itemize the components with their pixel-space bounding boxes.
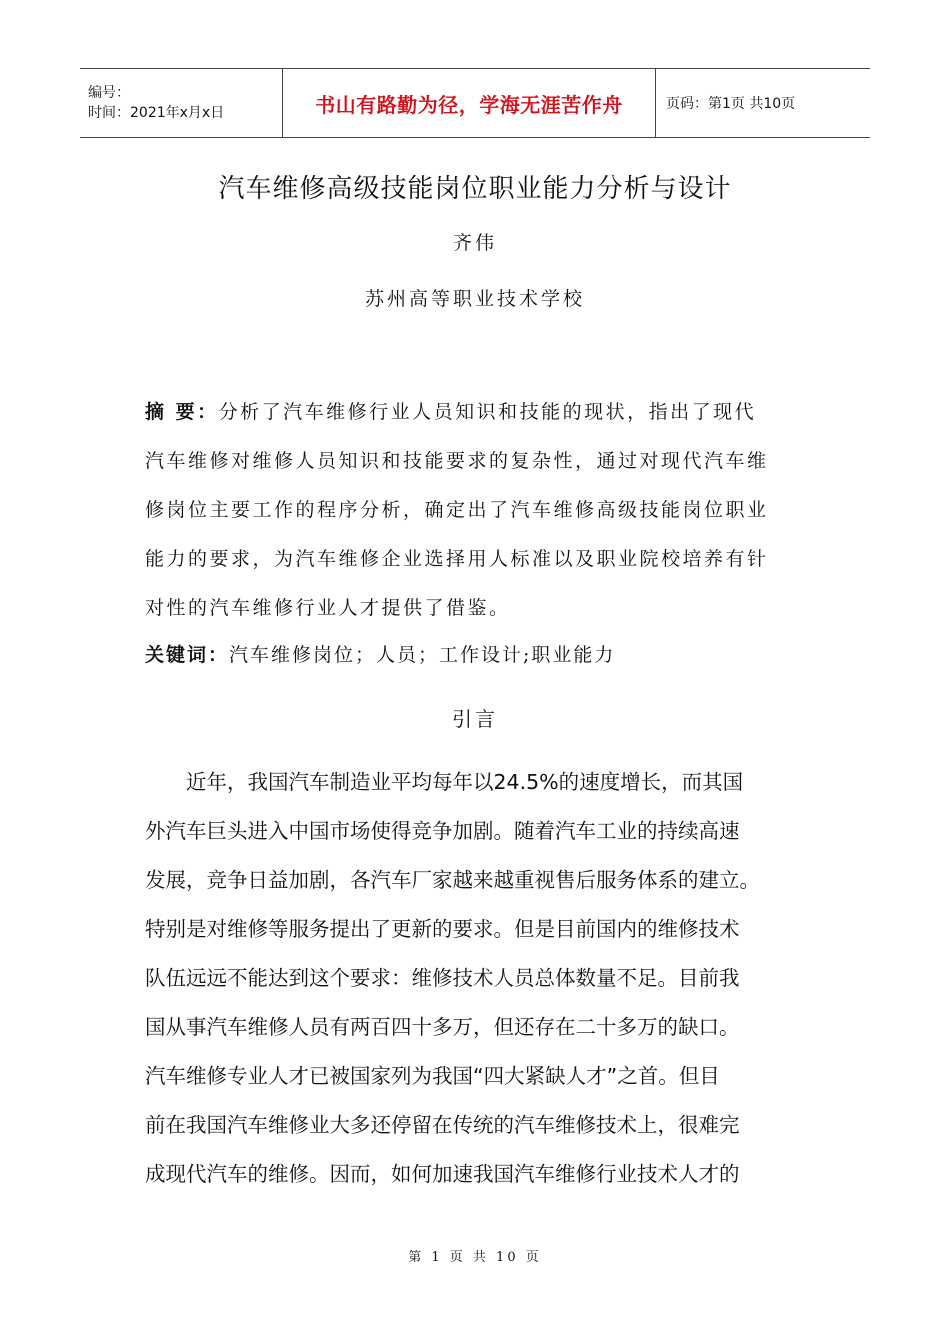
- abstract-line: 汽车维修对维修人员知识和技能要求的复杂性，通过对现代汽车维: [145, 450, 769, 472]
- body-line: 外汽车巨头进入中国市场使得竞争加剧。随着汽车工业的持续高速: [145, 819, 740, 843]
- body-text: [145, 758, 815, 1199]
- abstract-line: 能力的要求，为汽车维修企业选择用人标准以及职业院校培养有针: [145, 548, 769, 570]
- abstract-label: 摘 要：: [145, 401, 219, 423]
- keywords-line: [145, 640, 615, 667]
- body-line: 队伍远远不能达到这个要求：维修技术人员总体数量不足。目前我: [145, 966, 740, 990]
- body-line: 国从事汽车维修人员有两百四十多万，但还存在二十多万的缺口。: [145, 1015, 740, 1039]
- keywords-text: 汽车维修岗位；人员；工作设计;职业能力: [229, 644, 616, 666]
- abstract-text: 分析了汽车维修行业人员知识和技能的现状，指出了现代: [218, 401, 757, 423]
- body-line: 成现代汽车的维修。因而，如何加速我国汽车维修行业技术人才的: [145, 1162, 740, 1186]
- header-page-info-cell: [656, 69, 870, 137]
- section-heading: 引言: [452, 707, 498, 731]
- abstract-section: [145, 388, 810, 633]
- document-number-label: 编号：: [88, 85, 130, 101]
- body-line: 前在我国汽车维修业大多还停留在传统的汽车维修技术上，很难完: [145, 1113, 740, 1137]
- header-motto-cell: [283, 69, 656, 137]
- document-title: 汽车维修高级技能岗位职业能力分析与设计: [218, 174, 732, 204]
- abstract-line: 修岗位主要工作的程序分析，确定出了汽车维修高级技能岗位职业: [145, 499, 769, 521]
- page-footer: 第 1 页 共 10 页: [408, 1250, 542, 1265]
- author-name: 齐伟: [452, 232, 497, 254]
- body-line: 特别是对维修等服务提出了更新的要求。但是目前国内的维修技术: [145, 917, 740, 941]
- body-line: 近年，我国汽车制造业平均每年以24.5%的速度增长，而其国: [145, 770, 744, 794]
- document-date-label: 时间：2021年x月x日: [88, 105, 225, 121]
- body-line: 发展，竞争日益加剧，各汽车厂家越来越重视售后服务体系的建立。: [145, 868, 760, 892]
- keywords-label: 关键词：: [145, 644, 230, 666]
- header-page-info: 页码：第1页 共10页: [666, 96, 796, 112]
- abstract-line: 对性的汽车维修行业人才提供了借鉴。: [145, 597, 511, 619]
- page-header: [80, 68, 870, 138]
- body-line: 汽车维修专业人才已被国家列为我国“四大紧缺人才”之首。但目: [145, 1064, 720, 1088]
- author-affiliation: 苏州高等职业技术学校: [364, 288, 585, 310]
- abstract-line: [145, 388, 810, 437]
- header-motto: 书山有路勤为径，学海无涯苦作舟: [315, 92, 623, 117]
- header-meta: [80, 69, 283, 137]
